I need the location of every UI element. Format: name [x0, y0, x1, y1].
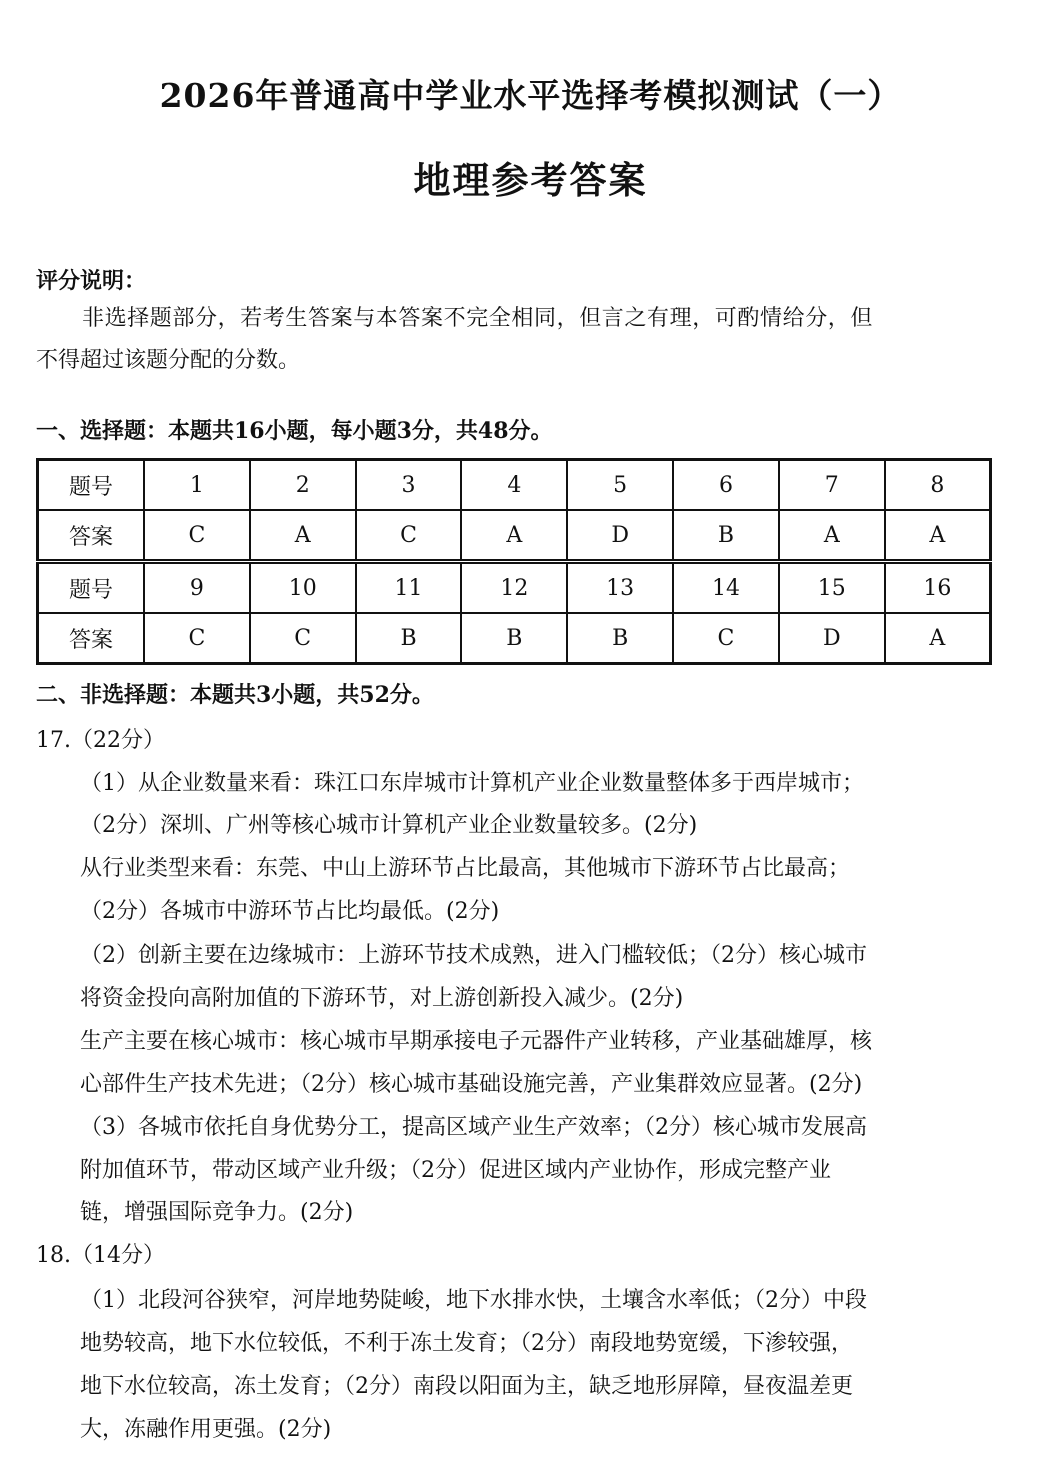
- answer-cell: A: [250, 510, 356, 562]
- q17-answer-line: 从行业类型来看：东莞、中山上游环节占比最高，其他城市下游环节占比最高；: [80, 856, 851, 881]
- question-number: 8: [885, 460, 991, 511]
- page-subtitle: 地理参考答案: [413, 158, 648, 202]
- answer-cell: B: [673, 510, 779, 562]
- q17-answer-line: （2分）各城市中游环节占比均最低。(2分): [80, 899, 500, 924]
- answer-cell: D: [567, 510, 673, 562]
- question-number: 10: [250, 562, 356, 614]
- scoring-text-line2: 不得超过该题分配的分数。: [36, 348, 301, 373]
- q17-answer-line: （2）创新主要在边缘城市：上游环节技术成熟，进入门槛较低；（2分）核心城市: [80, 943, 867, 968]
- answer-table: [36, 458, 992, 665]
- question-number: 9: [144, 562, 250, 614]
- answer-cell: A: [461, 510, 567, 562]
- answer-cell: B: [461, 613, 567, 664]
- question-number: 3: [356, 460, 462, 511]
- answer-cell: B: [356, 613, 462, 664]
- answer-cell: C: [144, 510, 250, 562]
- answer-table-row: [38, 613, 991, 664]
- question-number: 7: [779, 460, 885, 511]
- row-label-number: 题号: [38, 562, 145, 614]
- q17-answer-line: 附加值环节，带动区域产业升级；（2分）促进区域内产业协作，形成完整产业: [80, 1158, 831, 1183]
- answer-cell: C: [673, 613, 779, 664]
- section1-heading: 一、选择题：本题共16小题，每小题3分，共48分。: [36, 418, 553, 444]
- q17-answer-line: 链，增强国际竞争力。(2分): [80, 1200, 354, 1225]
- answer-cell: C: [356, 510, 462, 562]
- question-number: 11: [356, 562, 462, 614]
- question-number: 1: [144, 460, 250, 511]
- question-number: 4: [461, 460, 567, 511]
- question-number: 13: [567, 562, 673, 614]
- section2-heading: 二、非选择题：本题共3小题，共52分。: [36, 682, 434, 708]
- question-number: 16: [885, 562, 991, 614]
- row-label-answer: 答案: [38, 613, 145, 664]
- q18-answer-line: 地下水位较高，冻土发育；（2分）南段以阳面为主，缺乏地形屏障，昼夜温差更: [80, 1374, 853, 1399]
- q18-answer-line: 大，冻融作用更强。(2分): [80, 1417, 332, 1442]
- q17-answer-line: （1）从企业数量来看：珠江口东岸城市计算机产业企业数量整体多于西岸城市；: [80, 771, 864, 796]
- answer-table-row: [38, 562, 991, 614]
- question-number: 2: [250, 460, 356, 511]
- answer-cell: D: [779, 613, 885, 664]
- q18-answer-line: （1）北段河谷狭窄，河岸地势陡峻，地下水排水快，土壤含水率低；（2分）中段: [80, 1288, 867, 1313]
- q17-answer-line: （2分）深圳、广州等核心城市计算机产业企业数量较多。(2分): [80, 813, 698, 838]
- q17-answer-line: 将资金投向高附加值的下游环节，对上游创新投入减少。(2分): [80, 986, 684, 1011]
- question-number: 14: [673, 562, 779, 614]
- answer-cell: C: [144, 613, 250, 664]
- answer-cell: B: [567, 613, 673, 664]
- scoring-text-line1: 非选择题部分，若考生答案与本答案不完全相同，但言之有理，可酌情给分，但: [82, 306, 874, 331]
- answer-table-row: [38, 510, 991, 562]
- q17-answer-line: 生产主要在核心城市：核心城市早期承接电子元器件产业转移，产业基础雄厚，核: [80, 1029, 873, 1054]
- q18-heading: 18.（14分）: [36, 1243, 165, 1268]
- q18-answer-line: 地势较高，地下水位较低，不利于冻土发育；（2分）南段地势宽缓，下渗较强，: [80, 1331, 853, 1356]
- answer-table-row: [38, 460, 991, 511]
- scoring-heading: 评分说明：: [36, 268, 147, 294]
- question-number: 6: [673, 460, 779, 511]
- q17-answer-line: （3）各城市依托自身优势分工，提高区域产业生产效率；（2分）核心城市发展高: [80, 1115, 867, 1140]
- question-number: 12: [461, 562, 567, 614]
- question-number: 5: [567, 460, 673, 511]
- answer-cell: A: [885, 613, 991, 664]
- q17-heading: 17.（22分）: [36, 728, 165, 753]
- page-title: 2026年普通高中学业水平选择考模拟测试（一）: [159, 76, 902, 115]
- answer-cell: C: [250, 613, 356, 664]
- answer-cell: A: [885, 510, 991, 562]
- question-number: 15: [779, 562, 885, 614]
- row-label-number: 题号: [38, 460, 145, 511]
- answer-cell: A: [779, 510, 885, 562]
- row-label-answer: 答案: [38, 510, 145, 562]
- q17-answer-line: 心部件生产技术先进；（2分）核心城市基础设施完善，产业集群效应显著。(2分): [80, 1072, 863, 1097]
